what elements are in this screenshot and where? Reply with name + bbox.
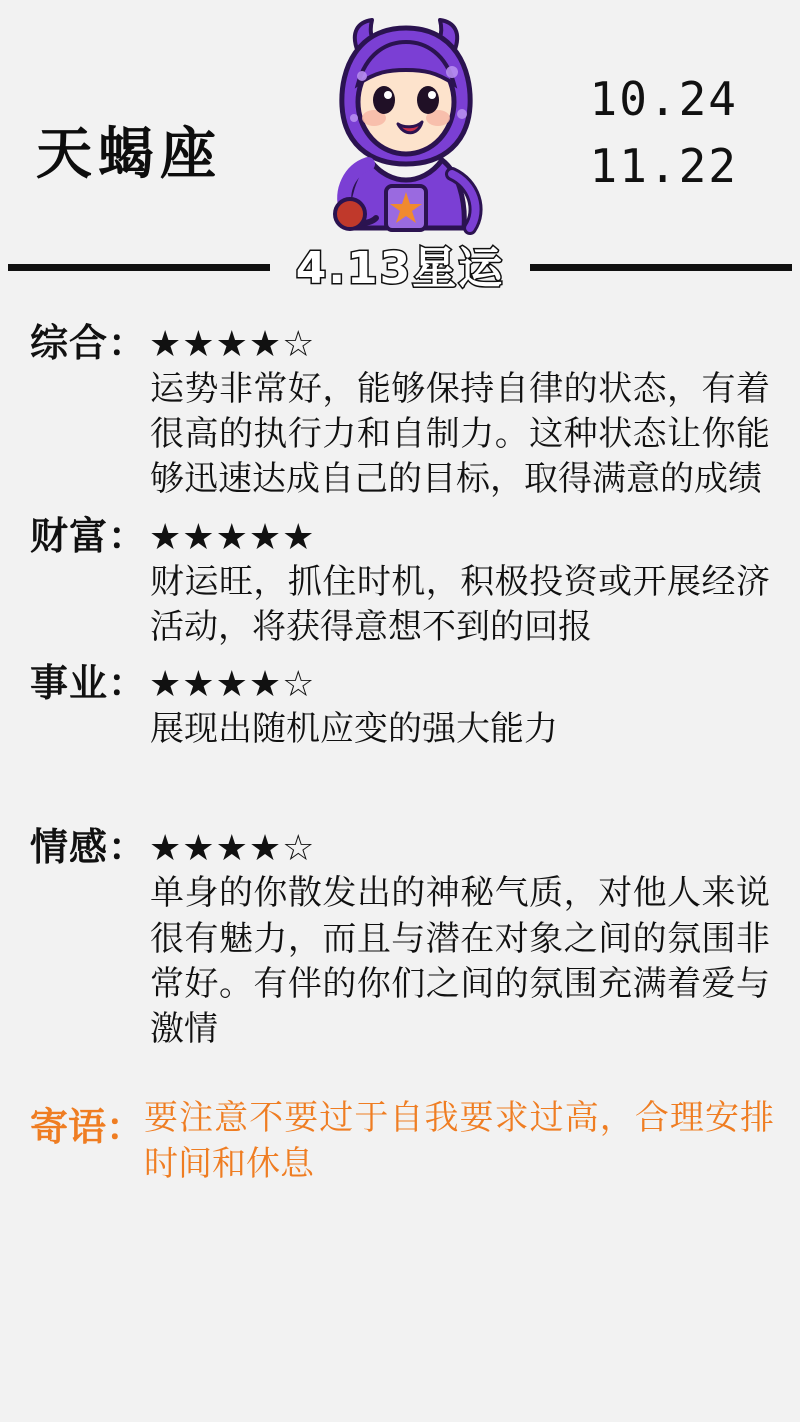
spacer	[30, 754, 774, 816]
forecast-list	[0, 304, 800, 1052]
section-label: 情感：	[30, 824, 148, 870]
rating-stars: ★★★★☆	[149, 828, 316, 870]
section-heading	[30, 816, 774, 871]
forecast-section-overall	[30, 312, 774, 503]
section-label: 综合：	[30, 320, 148, 365]
forecast-section-love	[30, 816, 774, 1052]
section-label: 事业：	[30, 660, 148, 706]
scorpio-mascot-icon	[306, 14, 506, 244]
message-text: 要注意不要过于自我要求过高，合理安排时间和休息	[144, 1098, 774, 1185]
forecast-section-wealth	[30, 505, 774, 650]
divider-line-right	[530, 264, 792, 271]
rating-stars: ★★★★★	[149, 516, 316, 558]
date-end: 11.22	[589, 138, 738, 193]
section-text: 单身的你散发出的神秘气质，对他人来说很有魅力，而且与潜在对象之间的氛围非常好。有伴的你们之间的氛围充满着爱与激情	[150, 873, 770, 1049]
day-title: 4.13星运	[295, 243, 505, 294]
date-start: 10.24	[589, 72, 738, 126]
rating-stars: ★★★★☆	[149, 324, 316, 365]
forecast-section-career	[30, 652, 774, 752]
section-heading	[30, 505, 774, 560]
rating-stars: ★★★★☆	[149, 664, 316, 706]
closing-message	[0, 1096, 800, 1188]
message-label: 寄语：	[30, 1104, 145, 1150]
section-text: 运势非常好，能够保持自律的状态，有着很高的执行力和自制力。这种状态让你能够迅速达成自己的目标，取得满意的成绩	[150, 369, 770, 500]
section-heading	[30, 652, 774, 707]
header	[0, 0, 800, 246]
section-text: 财运旺，抓住时机，积极投资或开展经济活动，将获得意想不到的回报	[150, 561, 770, 647]
section-divider	[0, 242, 800, 304]
section-label: 财富：	[30, 512, 148, 558]
date-range	[590, 66, 738, 199]
page-title: 天蝎座	[36, 121, 222, 187]
section-text: 展现出随机应变的强大能力	[150, 709, 558, 750]
section-heading	[30, 312, 774, 367]
